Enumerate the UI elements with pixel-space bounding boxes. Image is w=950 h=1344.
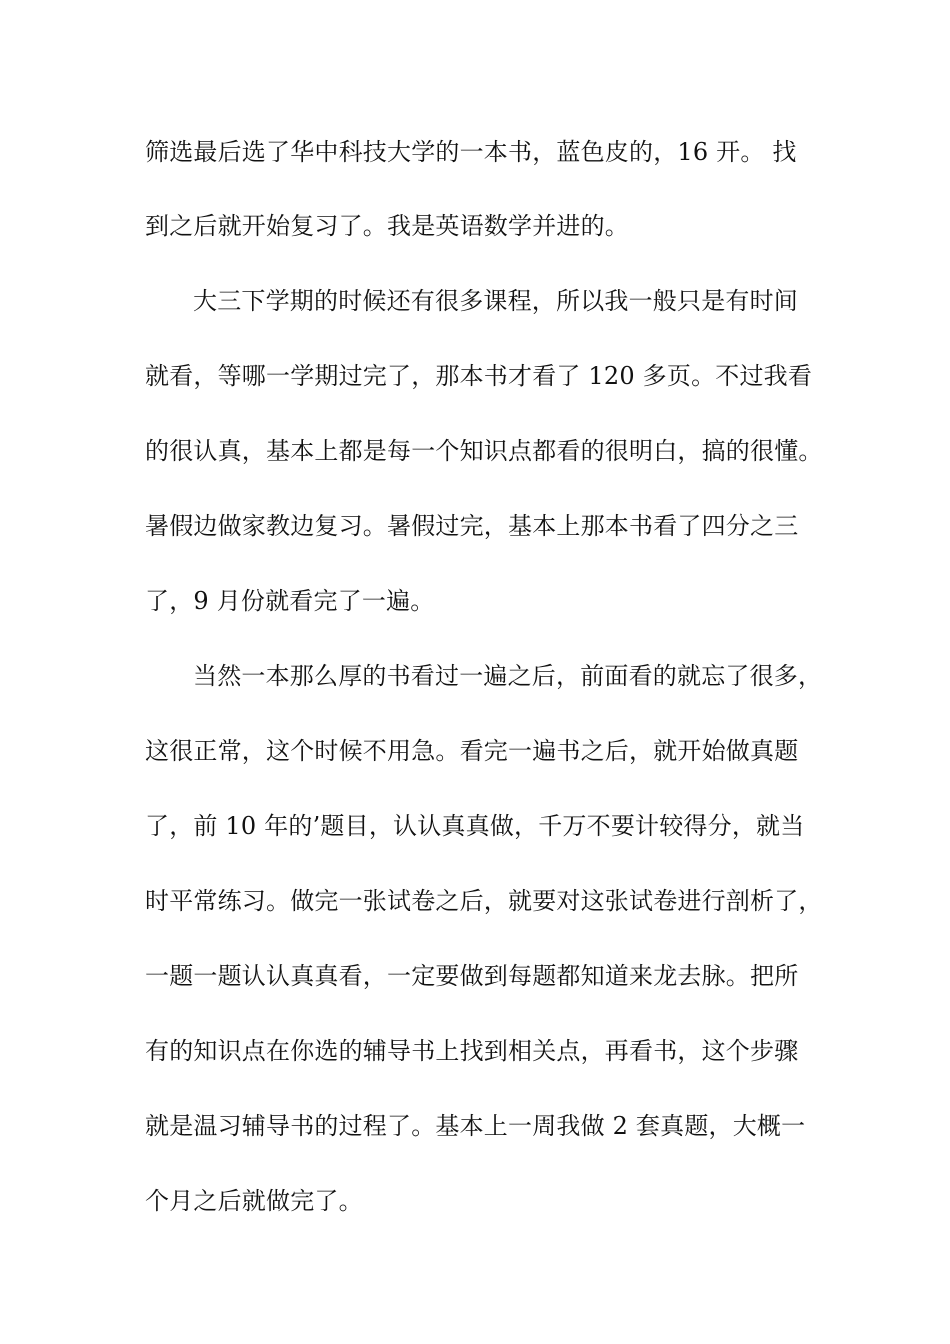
paragraph-line: 这很正常，这个时候不用急。看完一遍书之后，就开始做真题 xyxy=(145,737,799,765)
paragraph-line: 就看，等哪一学期过完了，那本书才看了 120 多页。不过我看 xyxy=(145,362,813,390)
paragraph-line: 到之后就开始复习了。我是英语数学并进的。 xyxy=(145,212,629,240)
paragraph-line: 的很认真，基本上都是每一个知识点都看的很明白，搞的很懂。 xyxy=(145,437,823,465)
paragraph-line: 有的知识点在你选的辅导书上找到相关点，再看书，这个步骤 xyxy=(145,1037,799,1065)
paragraph-line: 个月之后就做完了。 xyxy=(145,1187,363,1215)
paragraph-line: 了，9 月份就看完了一遍。 xyxy=(145,587,435,615)
paragraph-line: 当然一本那么厚的书看过一遍之后，前面看的就忘了很多， xyxy=(193,662,823,690)
paragraph-line: 一题一题认认真真看，一定要做到每题都知道来龙去脉。把所 xyxy=(145,962,799,990)
paragraph-line: 暑假边做家教边复习。暑假过完，基本上那本书看了四分之三 xyxy=(145,512,799,540)
paragraph-line: 大三下学期的时候还有很多课程，所以我一般只是有时间 xyxy=(193,287,798,315)
paragraph-line: 就是温习辅导书的过程了。基本上一周我做 2 套真题，大概一 xyxy=(145,1112,806,1140)
paragraph-line: 了，前 10 年的’题目，认认真真做，千万不要计较得分，就当 xyxy=(145,812,805,840)
paragraph-line: 时平常练习。做完一张试卷之后，就要对这张试卷进行剖析了， xyxy=(145,887,823,915)
paragraph-line: 筛选最后选了华中科技大学的一本书，蓝色皮的，16 开。 找 xyxy=(145,138,797,166)
